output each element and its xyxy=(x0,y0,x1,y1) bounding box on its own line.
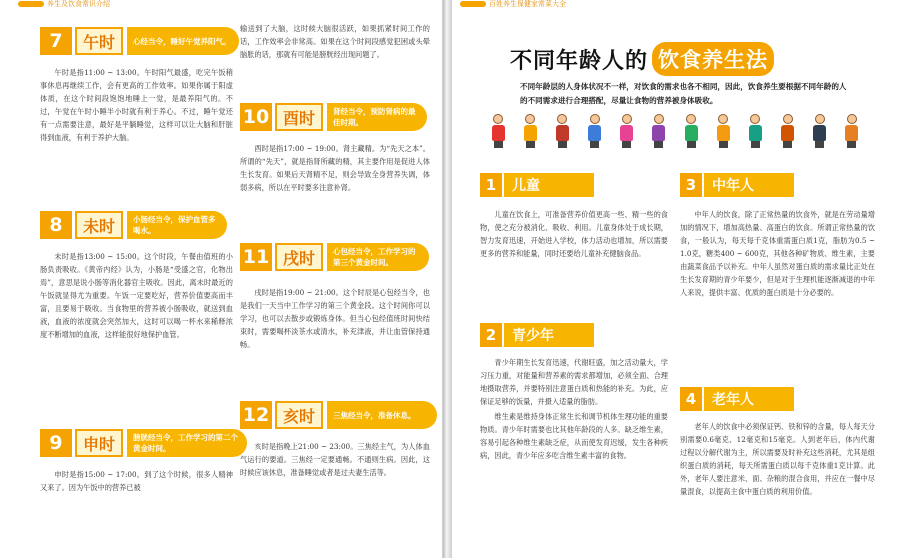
section-name: 青少年 xyxy=(504,323,594,347)
section-7-text: 午时是指11:00 ~ 13:00。午时阳气最盛，吃完午饭稍事休息再继续工作，会有更高的工作效率。如果你属于阳虚体质，在这个时间段饱饱地睡上一觉，是最养阳气的。不过，午觉在午时小睡半小时就有利于养心。不过，睡午觉还有一点需要注意，最好是平躺睡觉，这样可以让大脑和肝脏得到血液，有利于养护大脑。 xyxy=(40,68,233,142)
section-8-header xyxy=(40,208,227,242)
section-number: 11 xyxy=(240,243,272,271)
section-4-text: 老年人的饮食中必须保证钙、铁和锌的含量，每人每天分别需要0.6毫克、12毫克和15毫克。人到老年后，体内代谢过程以分解代谢为主，所以需要及时补充这些消耗，尤其是组织蛋白质的消耗，每天所需蛋白质以每千克体重1克计算。此外，老年人要注意米、面、杂粮的混合食用，并应在一餐中尽量混食，以提高主食中蛋白质的利用价值。 xyxy=(680,422,875,496)
book-gutter xyxy=(443,0,452,558)
column-2-top-text: 输送到了大脑，这时候大脑很活跃，如果抓紧时间工作的话，工作效率会非常高。如果在这个时间段感觉犯困或头晕脑胀的话，那就有可能是膀胱经出现问题了。 xyxy=(240,24,430,59)
section-number: 4 xyxy=(680,387,702,411)
section-tag: 膀胱经当令，工作学习的第二个黄金时间。 xyxy=(127,429,247,457)
cartoon-figure-icon xyxy=(490,114,506,148)
title-highlight: 饮食养生法 xyxy=(652,42,774,76)
section-tag: 肾经当令，预防肾病的最佳时期。 xyxy=(327,103,427,131)
section-10-header xyxy=(240,100,427,134)
cartoon-figure-icon xyxy=(554,114,570,148)
left-page xyxy=(0,0,443,558)
cartoon-figure-icon xyxy=(619,114,635,148)
section-1-header xyxy=(480,172,594,198)
intro-paragraph: 不同年龄层的人身体状况不一样，对饮食的需求也各不相同，因此，饮食养生要根据不同年龄的人的不同需求进行合理搭配，尽量让食物的营养被身体吸收。 xyxy=(520,82,847,105)
section-10-text: 酉时是指17:00 ~ 19:00。肾主藏精。为“先天之本”。所谓的“先天”，就是指肾所藏的精，其主要作用是促进人体生长发育。如果后天肾精不足，则会导致全身营养失调，体弱多病，所以在平时要多注意补肾。 xyxy=(240,144,430,192)
section-2-header xyxy=(480,322,594,348)
cartoon-figure-icon xyxy=(780,114,796,148)
section-name: 儿童 xyxy=(504,173,594,197)
header-dots-decoration xyxy=(460,1,486,7)
section-11-header xyxy=(240,240,429,274)
section-tag: 心包经当令，工作学习的第三个黄金时间。 xyxy=(327,243,429,271)
section-tag: 小肠经当令，保护血管多喝水。 xyxy=(127,211,227,239)
cartoon-figure-icon xyxy=(844,114,860,148)
section-name: 未时 xyxy=(75,211,123,239)
right-page-header: 百姓养生保健家常菜大全 xyxy=(460,0,566,8)
section-3-text: 中年人的饮食，除了正常热量的饮食外，就是在劳动量增加的情况下，增加高热量、高蛋白的饮食。所谓正常热量的饮食，一般认为，每天每千克体重需蛋白质1克，脂肪为0.5 ~ 1.0克，糖类400 ~ 600克，其他各种矿物质、维生素，主要由蔬菜食品予以补充。中年人虽然对蛋白质的需求量比正处在生长发育期的青少年要少，但是对于生理机能逐渐减退的中年人来说，提供丰富、优质的蛋白质是十分必要的。 xyxy=(680,210,875,297)
section-tag: 心经当令，睡好午觉养阳气。 xyxy=(127,27,239,55)
cartoon-figures-row xyxy=(490,112,860,148)
section-tag: 三焦经当令，准备休息。 xyxy=(327,401,437,429)
cartoon-figure-icon xyxy=(651,114,667,148)
section-name: 午时 xyxy=(75,27,123,55)
section-number: 8 xyxy=(40,211,72,239)
section-number: 10 xyxy=(240,103,272,131)
section-number: 3 xyxy=(680,173,702,197)
cartoon-figure-icon xyxy=(683,114,699,148)
section-number: 1 xyxy=(480,173,502,197)
cartoon-figure-icon xyxy=(747,114,763,148)
section-name: 酉时 xyxy=(275,103,323,131)
section-3-header xyxy=(680,172,794,198)
cartoon-figure-icon xyxy=(812,114,828,148)
section-9-header xyxy=(40,426,247,460)
page-title xyxy=(510,42,774,76)
section-12-text: 亥时是指晚上21:00 ~ 23:00。三焦经主气，为人体血气运行的要道。三焦经一定要通畅。不通则生病。因此，这时候应该休息，准备睡觉或者是过夫妻生活等。 xyxy=(240,442,430,477)
section-name: 亥时 xyxy=(275,401,323,429)
section-12-header xyxy=(240,398,437,432)
right-page xyxy=(452,0,899,558)
section-11-text: 戌时是指19:00 ~ 21:00。这个时辰是心包经当令，也是我们一天当中工作学习的第三个黄金段。这个时间你可以学习，也可以去散步或锻炼身体。但当心包经值班时间快结束时，需要喝杯淡茶水或清水，补充津液，并让血管保持通畅。 xyxy=(240,288,430,349)
cartoon-figure-icon xyxy=(587,114,603,148)
cartoon-figure-icon xyxy=(715,114,731,148)
section-1-text: 儿童在饮食上，可准备营养价值更高一些、精一些的食物，使之充分被消化、吸收、利用。儿童身体处于成长期，智力发育迅速，开始进入学校，体力活动也增加，所以需要更多的营养和能量，同时还要给儿童补充健脑食品。 xyxy=(480,210,668,258)
section-name: 老年人 xyxy=(704,387,794,411)
section-7-header xyxy=(40,24,239,58)
cartoon-figure-icon xyxy=(522,114,538,148)
section-name: 中年人 xyxy=(704,173,794,197)
left-page-header: 养生及饮食常识介绍 xyxy=(18,0,110,8)
section-number: 7 xyxy=(40,27,72,55)
header-dots-decoration xyxy=(18,1,44,7)
title-main: 不同年龄人的 xyxy=(510,48,649,74)
section-number: 2 xyxy=(480,323,502,347)
section-9-text: 申时是指15:00 ~ 17:00。到了这个时候，很多人精神又来了。因为午饭中的营养已被 xyxy=(40,470,233,492)
section-name: 申时 xyxy=(75,429,123,457)
section-2-text: 青少年期生长发育迅速，代谢旺盛，加之活动量大，学习压力重，对能量和营养素的需求都增加，必须全面、合理地摄取营养，并要特别注意蛋白质和热能的补充。为此，应保证足够的饭量，并摄入适量的脂肪。 维生素是维持身体正常生长和调节机体生理功能的重要物质。青少年时需要也比其他年龄段的人多。缺乏维生素，容易引起各种维生素缺乏症，从而使发育迟缓，发生各种疾病，因此，青少年应多吃含维生素丰富的食物。 xyxy=(480,358,668,460)
section-8-text: 未时是指13:00 ~ 15:00。这个时段，午餐由值班的小肠负责吸收。《黄帝内经》认为，小肠是“受盛之官，化物出焉”，意思是说小肠等消化器官主吸收。因此，离未时最近的午饭就显得尤为重要。午饭一定要吃好，营养价值要高而丰富，且要易于吸收。当食物里的营养被小肠吸收，就送到血液，血液的浓度就会突然加大，这时可以喝一杯水来稀释浓度不断增加的血液，这样能很好地保护血管。 xyxy=(40,252,233,339)
section-number: 12 xyxy=(240,401,272,429)
section-number: 9 xyxy=(40,429,72,457)
section-name: 戌时 xyxy=(275,243,323,271)
section-4-header xyxy=(680,386,794,412)
